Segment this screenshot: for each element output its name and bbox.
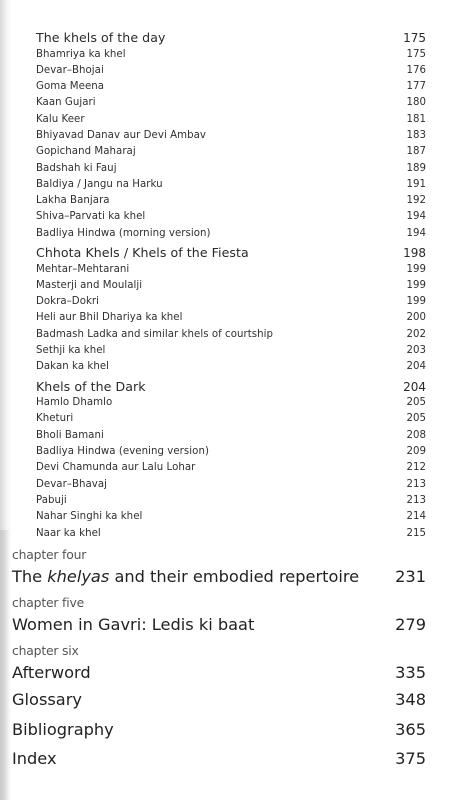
end-matter-page: 375 — [395, 749, 426, 768]
entry-page: 214 — [406, 511, 426, 523]
entry-page: 215 — [406, 527, 426, 539]
chapter-title: Women in Gavri: Ledis ki baat — [12, 615, 255, 634]
entry-title: Bholi Bamani — [36, 429, 104, 441]
entry-title: Mehtar–Mehtarani — [36, 263, 130, 275]
toc-entry[interactable] — [36, 130, 426, 146]
toc-entry[interactable] — [36, 312, 426, 328]
entry-title: Badliya Hindwa (evening version) — [36, 446, 209, 458]
chapter-page: 335 — [395, 663, 426, 682]
scan-edge-shadow-lower — [0, 530, 10, 800]
section-title: The khels of the day — [36, 30, 166, 45]
entry-page: 203 — [406, 345, 426, 357]
entry-page: 191 — [406, 178, 426, 190]
toc-entry[interactable] — [36, 345, 426, 361]
entry-page: 205 — [406, 397, 426, 409]
end-matter-page: 348 — [395, 690, 426, 709]
entry-title: Badliya Hindwa (morning version) — [36, 227, 211, 239]
toc-entry[interactable] — [36, 81, 426, 97]
entry-title: Bhamriya ka khel — [36, 48, 126, 60]
toc-entry[interactable] — [36, 97, 426, 113]
toc-entry[interactable] — [36, 329, 426, 345]
toc-chapters — [12, 546, 426, 774]
toc-entry[interactable] — [36, 49, 426, 65]
toc-entry[interactable] — [36, 211, 426, 227]
entry-page: 194 — [406, 211, 426, 223]
end-matter-title: Glossary — [12, 690, 82, 709]
chapter-label: chapter six — [12, 643, 79, 658]
section-title: Khels of the Dark — [36, 378, 146, 394]
end-matter-entry[interactable] — [12, 685, 426, 715]
toc-entry[interactable] — [36, 446, 426, 462]
entry-title: Pabuji — [36, 494, 67, 506]
entry-page: 181 — [406, 113, 426, 125]
entry-title: Badshah ki Fauj — [36, 162, 117, 174]
chapter-title: Afterword — [12, 663, 91, 682]
end-matter — [12, 685, 426, 774]
toc-entry[interactable] — [36, 413, 426, 429]
entry-title: Shiva–Parvati ka khel — [36, 211, 146, 223]
entry-title: Dokra–Dokri — [36, 296, 100, 308]
toc-entry[interactable] — [36, 361, 426, 377]
toc-entry[interactable] — [36, 280, 426, 296]
toc-entry[interactable] — [36, 296, 426, 312]
section-page: 204 — [403, 379, 426, 394]
toc-section-heading[interactable] — [36, 245, 426, 264]
entry-title: Heli aur Bhil Dhariya ka khel — [36, 312, 183, 324]
entry-title: Gopichand Maharaj — [36, 146, 136, 158]
entry-page: 205 — [406, 413, 426, 425]
entry-page: 176 — [406, 64, 426, 76]
chapter-entry[interactable] — [12, 660, 426, 685]
entry-title: Naar ka khel — [36, 527, 101, 539]
toc-entry[interactable] — [36, 528, 426, 544]
entry-title: Dakan ka khel — [36, 361, 110, 373]
end-matter-title: Bibliography — [12, 719, 114, 739]
chapter-label: chapter four — [12, 547, 87, 562]
entry-page: 187 — [406, 146, 426, 158]
entry-title: Nahar Singhi ka khel — [36, 511, 143, 523]
entry-title: Badmash Ladka and similar khels of courtship — [36, 328, 274, 340]
entry-title: Lakha Banjara — [36, 195, 110, 207]
entry-page: 194 — [406, 227, 426, 239]
entry-title: Kaan Gujari — [36, 97, 96, 109]
toc-entry[interactable] — [36, 495, 426, 511]
entry-title: Masterji and Moulalji — [36, 279, 143, 291]
chapter-title-emphasis: khelyas — [47, 567, 110, 586]
chapter-entry[interactable] — [12, 612, 426, 637]
toc-entry[interactable] — [36, 511, 426, 527]
entry-title: Devi Chamunda aur Lalu Lohar — [36, 462, 196, 474]
section-page: 198 — [403, 246, 426, 261]
entry-title: Baldiya / Jangu na Harku — [36, 178, 163, 190]
toc-entry[interactable] — [36, 228, 426, 244]
toc-entry[interactable] — [36, 114, 426, 130]
chapter-page: 279 — [395, 615, 426, 634]
toc-entry[interactable] — [36, 264, 426, 280]
entry-title: Devar–Bhojai — [36, 64, 104, 76]
toc-entry[interactable] — [36, 163, 426, 179]
entry-page: 208 — [406, 429, 426, 441]
toc-section-heading[interactable] — [36, 30, 426, 49]
end-matter-page: 365 — [395, 719, 426, 739]
toc-entry[interactable] — [36, 146, 426, 162]
entry-page: 204 — [406, 361, 426, 373]
end-matter-title: Index — [12, 749, 57, 768]
toc-entry[interactable] — [36, 397, 426, 413]
entry-page: 192 — [406, 195, 426, 207]
toc-entry[interactable] — [36, 65, 426, 81]
entry-page: 213 — [406, 478, 426, 490]
chapter-title: The khelyas and their embodied repertoire — [12, 567, 360, 586]
entry-page: 189 — [406, 162, 426, 174]
entry-title: Hamlo Dhamlo — [36, 397, 113, 409]
entry-page: 199 — [406, 296, 426, 308]
entry-page: 209 — [406, 446, 426, 458]
entry-title: Kheturi — [36, 413, 74, 425]
chapter-label: chapter five — [12, 595, 84, 610]
end-matter-entry[interactable] — [12, 744, 426, 774]
section-title: Chhota Khels / Khels of the Fiesta — [36, 245, 249, 261]
toc-entry[interactable] — [36, 430, 426, 446]
toc-section-heading[interactable] — [36, 379, 426, 398]
toc-entry[interactable] — [36, 179, 426, 195]
section-page: 175 — [403, 31, 426, 45]
entry-title: Devar–Bhavaj — [36, 478, 108, 490]
entry-page: 180 — [406, 97, 426, 109]
entry-page: 212 — [406, 462, 426, 474]
toc-khels-list — [36, 29, 426, 544]
entry-page: 177 — [406, 81, 426, 93]
entry-title: Goma Meena — [36, 81, 105, 93]
toc-entry[interactable] — [36, 462, 426, 478]
toc-entry[interactable] — [36, 479, 426, 495]
entry-page: 200 — [406, 312, 426, 324]
entry-title: Kalu Keer — [36, 113, 85, 125]
end-matter-entry[interactable] — [12, 715, 426, 745]
chapter-entry[interactable] — [12, 564, 426, 589]
entry-page: 213 — [406, 494, 426, 506]
entry-page: 199 — [406, 279, 426, 291]
chapter-page: 231 — [395, 567, 426, 586]
entry-title: Bhiyavad Danav aur Devi Ambav — [36, 129, 206, 141]
entry-title: Sethji ka khel — [36, 345, 106, 357]
entry-page: 199 — [406, 263, 426, 275]
toc-entry[interactable] — [36, 195, 426, 211]
entry-page: 175 — [406, 48, 426, 60]
entry-page: 183 — [406, 129, 426, 141]
entry-page: 202 — [406, 328, 426, 340]
